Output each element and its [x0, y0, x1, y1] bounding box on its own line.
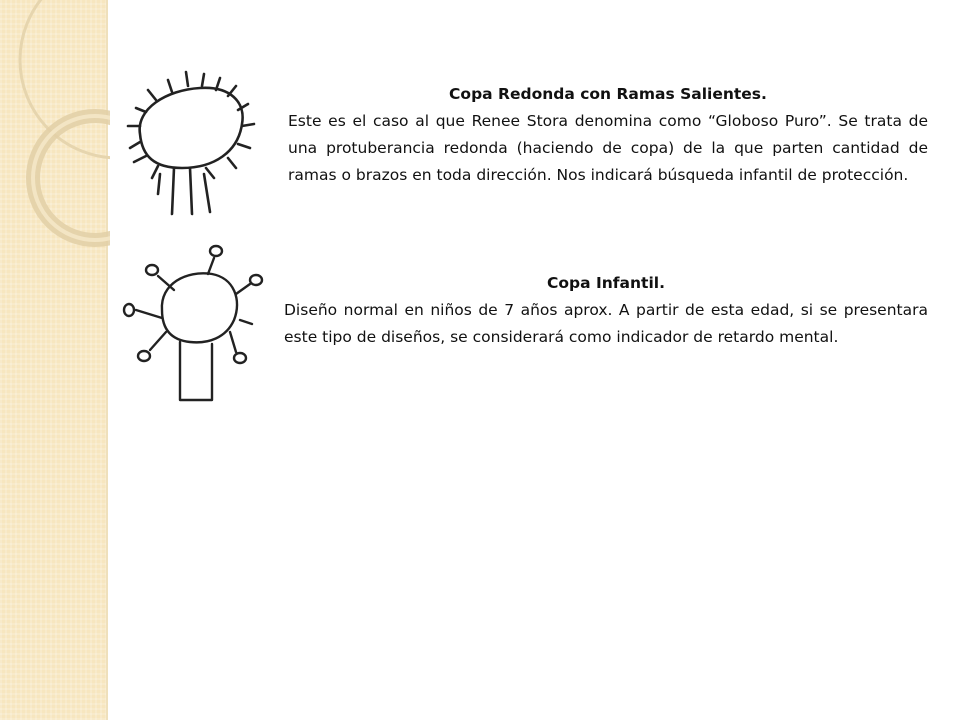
decorative-rings: [0, 0, 110, 300]
child-crown-tree-drawing: [116, 240, 276, 410]
round-crown-tree-drawing: [118, 64, 268, 224]
section-body: Este es el caso al que Renee Stora denomina como “Globoso Puro”. Se trata de una protuberancia redonda (haciendo de copa) de la que parten cantidad de ramas o brazos en toda dirección. Nos indicará búsqueda infantil de protección.: [288, 112, 928, 184]
section-title: Copa Infantil.: [547, 274, 665, 292]
section-title: Copa Redonda con Ramas Salientes.: [449, 85, 767, 103]
section-child-crown: [284, 270, 928, 351]
section-round-crown: [288, 81, 928, 189]
section-body: Diseño normal en niños de 7 años aprox. A partir de esta edad, si se presentara este tipo de diseños, se considerará como indicador de retardo mental.: [284, 301, 928, 346]
